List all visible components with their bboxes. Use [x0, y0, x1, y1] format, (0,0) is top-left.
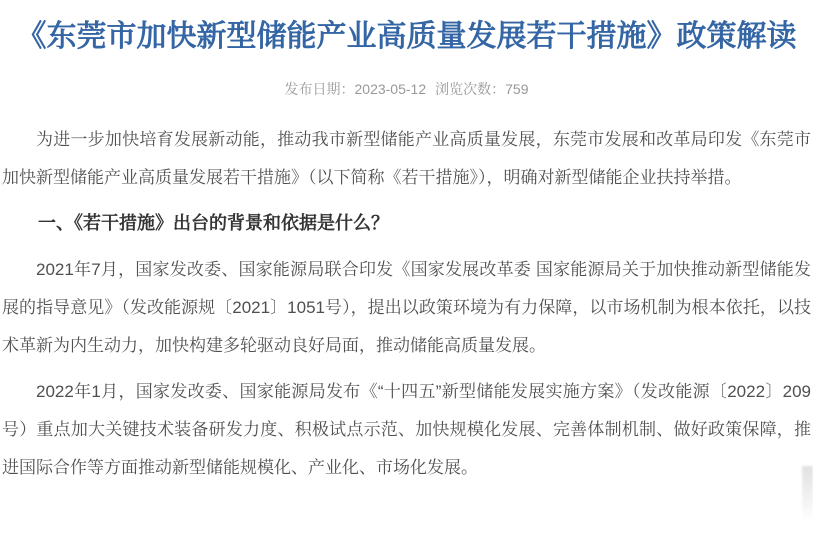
publish-date-label: 发布日期： — [284, 81, 355, 97]
intro-paragraph: 为进一步加快培育发展新动能，推动我市新型储能产业高质量发展，东莞市发展和改革局印发《东莞市加快新型储能产业高质量发展若干措施》（以下简称《若干措施》），明确对新型储能企业扶持举措。 — [2, 130, 811, 187]
view-count-value: 759 — [505, 81, 529, 97]
view-count-label: 浏览次数： — [435, 81, 506, 97]
article-meta — [0, 79, 813, 99]
section-paragraph-2: 2022年1月，国家发改委、国家能源局发布《“十四五”新型储能发展实施方案》（发改能源〔2022〕209号）重点加大关键技术装备研发力度、积极试点示范、加快规模化发展、完善体制机制、做好政策保障，推进国际合作等方面推动新型储能规模化、产业化、市场化发展。 — [2, 382, 811, 477]
policy-article — [0, 14, 813, 538]
publish-date-value: 2023-05-12 — [354, 81, 427, 97]
page-title: 《东莞市加快新型储能产业高质量发展若干措施》政策解读 — [16, 20, 797, 53]
section-paragraph-1: 2021年7月，国家发改委、国家能源局联合印发《国家发展改革委 国家能源局关于加快推动新型储能发展的指导意见》（发改能源规〔2021〕1051号），提出以政策环境为有力保障，以市场机制为根本依托，以技术革新为内生动力，加快构建多轮驱动良好局面，推动储能高质量发展。 — [2, 260, 811, 355]
section-heading: 一、《若干措施》出台的背景和依据是什么？ — [38, 213, 389, 233]
